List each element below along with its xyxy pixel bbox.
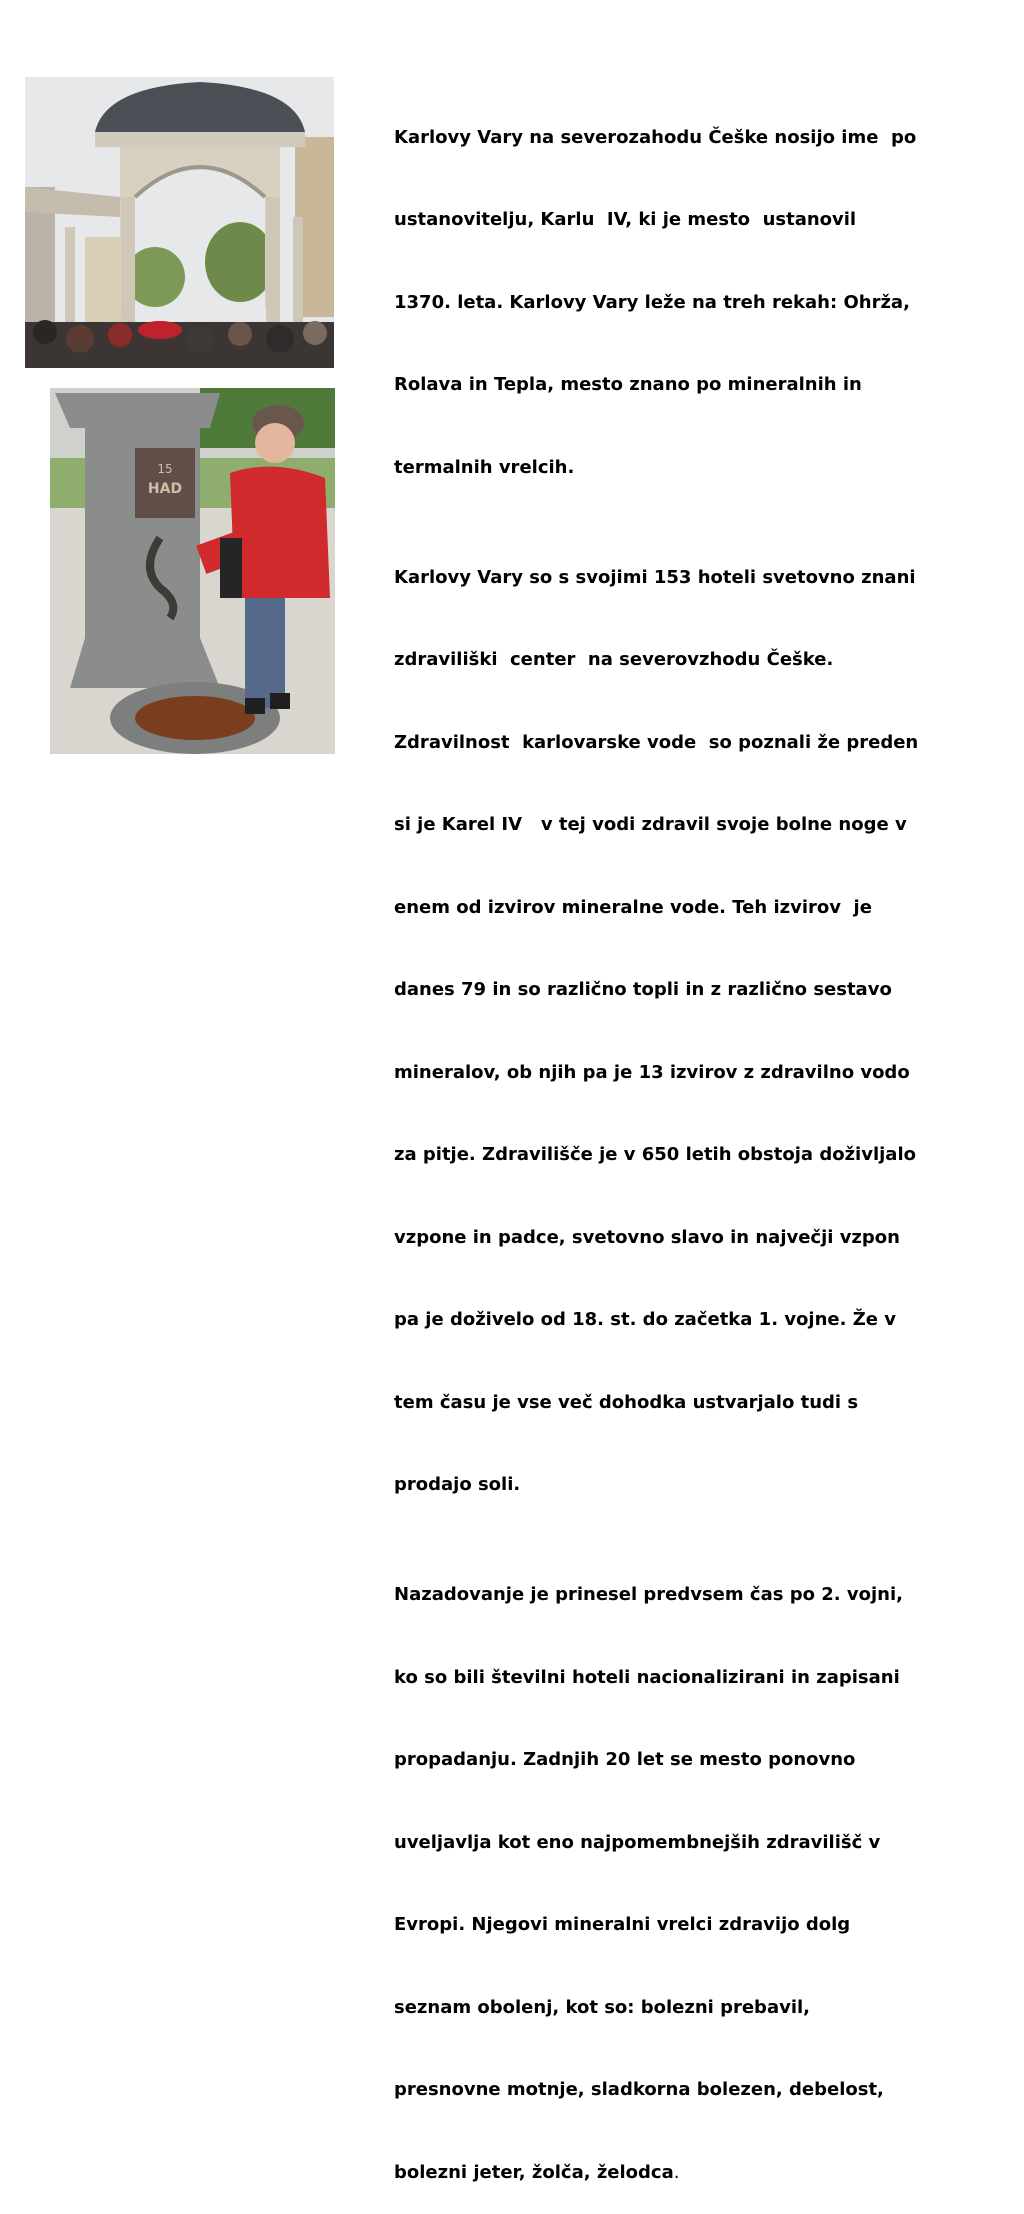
text-line: presnovne motnje, sladkorna bolezen, debelost, (394, 2079, 884, 2100)
text-line: prodajo soli. (394, 1474, 521, 1495)
article-text (394, 41, 994, 2214)
fountain-plaque-text: 15 (157, 462, 173, 476)
text-line: za pitje. Zdravilišče je v 650 letih obstoja doživljalo (394, 1144, 916, 1165)
text-line: zdraviliški center na severovzhodu Češke. (394, 649, 834, 670)
text-line: Nazadovanje je prinesel predvsem čas po 2. vojni, (394, 1584, 903, 1605)
text-line: uveljavlja kot eno najpomembnejših zdravilišč v (394, 1831, 881, 1853)
text-line-final-body: bolezni jeter, žolča, želodca (394, 2161, 674, 2183)
colonnade-pavilion-photo (25, 77, 334, 368)
text-line: 1370. leta. Karlovy Vary leže na treh rekah: Ohrža, (394, 291, 910, 313)
text-line: vzpone in padce, svetovno slavo in največji vzpon (394, 1226, 900, 1248)
text-line: Karlovy Vary na severozahodu Češke nosijo ime po (394, 126, 917, 148)
spring-fountain-woman-icon (50, 388, 335, 754)
text-line: Zdravilnost karlovarske vode so poznali že preden (394, 731, 919, 753)
text-line: mineralov, ob njih pa je 13 izvirov z zdravilno vodo (394, 1061, 910, 1083)
colonnade-pavilion-icon (25, 77, 334, 368)
spring-fountain-photo (50, 388, 335, 754)
text-line: Karlovy Vary so s svojimi 153 hoteli svetovno znani (394, 566, 916, 588)
text-line: Evropi. Njegovi mineralni vrelci zdravijo dolg (394, 1914, 851, 1935)
text-line: termalnih vrelcih. (394, 456, 575, 478)
text-line: pa je doživelo od 18. st. do začetka 1. vojne. Že v (394, 1309, 896, 1330)
text-line: si je Karel IV v tej vodi zdravil svoje bolne noge v (394, 814, 907, 835)
text-line: Rolava in Tepla, mesto znano po mineralnih in (394, 374, 862, 395)
text-line: propadanju. Zadnjih 20 let se mesto ponovno (394, 1749, 856, 1770)
svg-text:HAD: HAD (147, 481, 183, 497)
text-line-final (394, 2159, 994, 2187)
text-line: seznam obolenj, kot so: bolezni prebavil, (394, 1996, 811, 2018)
text-line: enem od izvirov mineralne vode. Teh izvirov je (394, 896, 872, 918)
text-line: tem času je vse več dohodka ustvarjalo tudi s (394, 1391, 859, 1413)
text-line-final-period: . (673, 2161, 680, 2183)
text-line: ko so bili številni hoteli nacionalizirani in zapisani (394, 1666, 900, 1688)
text-line: ustanovitelju, Karlu IV, ki je mesto ustanovil (394, 209, 857, 230)
text-line: danes 79 in so različno topli in z različno sestavo (394, 979, 892, 1000)
